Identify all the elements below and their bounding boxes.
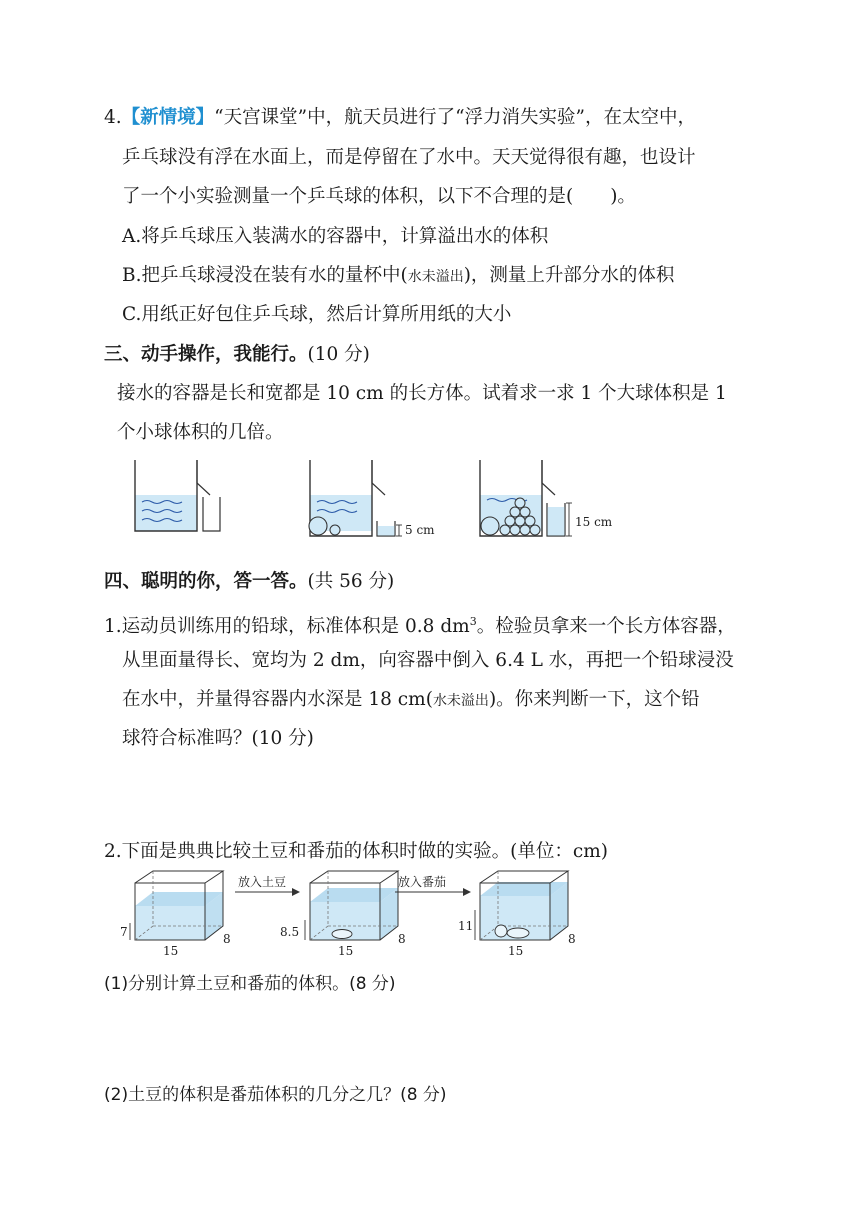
section3-figure — [120, 455, 640, 545]
q4-option-b-pre: B.把乒乓球浸没在装有水的量杯中( — [122, 265, 408, 286]
q4-option-b-post: )，测量上升部分水的体积 — [463, 265, 675, 286]
section3-score: (10 分) — [307, 344, 370, 365]
container-2 — [309, 460, 435, 537]
section4-title: 四、聪明的你，答一答。 — [104, 571, 308, 592]
box-1 — [120, 871, 231, 958]
q2-line: 2.下面是典典比较土豆和番茄的体积时做的实验。(单位：cm) — [104, 841, 608, 862]
q1-line3-pre: 在水中，并量得容器内水深是 18 cm( — [122, 689, 433, 710]
box1-length: 15 — [163, 944, 179, 958]
box2-height: 8.5 — [280, 925, 300, 939]
arrow-1 — [235, 874, 300, 896]
q1-line1-sup: 3 — [469, 615, 477, 628]
q4-line2: 乒乓球没有浮在水面上，而是停留在了水中。天天觉得很有趣，也设计 — [122, 147, 696, 168]
q1-line1-post: 。检验员拿来一个长方体容器， — [476, 616, 736, 638]
q1-line1 — [104, 610, 736, 639]
q4-option-c: C.用纸正好包住乒乓球，然后计算所用纸的大小 — [122, 304, 512, 325]
q4-line3: 了一个小实验测量一个乒乓球的体积，以下不合理的是( )。 — [122, 186, 636, 207]
box2-length: 15 — [338, 944, 354, 958]
section3-text2: 个小球体积的几倍。 — [117, 422, 284, 443]
box-2 — [280, 871, 406, 958]
q4-option-b — [122, 264, 674, 289]
box3-width: 8 — [568, 932, 576, 946]
q4-number: 4. — [104, 107, 122, 128]
container-1 — [135, 460, 220, 531]
box-3 — [458, 871, 576, 958]
section3-heading — [104, 343, 370, 367]
arrow-2 — [395, 874, 471, 896]
box2-width: 8 — [398, 932, 406, 946]
q4-option-b-note: 水未溢出 — [407, 269, 464, 285]
q1-line3-note: 水未溢出 — [432, 693, 489, 709]
q4-text1: “天宫课堂”中，航天员进行了“浮力消失实验”，在太空中， — [214, 107, 697, 128]
section3-title: 三、动手操作，我能行。 — [104, 344, 308, 365]
label-5cm: 5 cm — [405, 523, 435, 537]
q1-line3 — [122, 688, 700, 713]
q1-line1-pre: 1.运动员训练用的铅球，标准体积是 0.8 dm — [104, 616, 470, 638]
box3-height: 11 — [458, 919, 474, 933]
q2-figure — [110, 868, 576, 958]
q4-option-a: A.将乒乓球压入装满水的容器中，计算溢出水的体积 — [122, 226, 549, 247]
label-15cm: 15 cm — [575, 515, 613, 529]
box1-height: 7 — [120, 925, 128, 939]
section4-score: (共 56 分) — [307, 571, 395, 592]
q4-tag: 【新情境】 — [121, 107, 215, 128]
q2-sub2: (2)土豆的体积是番茄体积的几分之几？(8 分) — [104, 1085, 447, 1105]
q4-line1 — [104, 106, 696, 130]
q1-line4: 球符合标准吗？(10 分) — [122, 728, 314, 749]
box3-length: 15 — [508, 944, 524, 958]
q1-line3-post: )。你来判断一下，这个铅 — [488, 689, 700, 710]
arrow-2-label: 放入番茄 — [398, 875, 447, 889]
container-3 — [480, 460, 613, 536]
box1-width: 8 — [223, 932, 231, 946]
q1-line2: 从里面量得长、宽均为 2 dm，向容器中倒入 6.4 L 水，再把一个铅球浸没 — [122, 650, 734, 671]
q2-sub1: (1)分别计算土豆和番茄的体积。(8 分) — [104, 974, 396, 994]
section4-heading — [104, 570, 394, 594]
section3-text1: 接水的容器是长和宽都是 10 cm 的长方体。试着求一求 1 个大球体积是 1 — [117, 383, 727, 404]
arrow-1-label: 放入土豆 — [238, 875, 287, 889]
